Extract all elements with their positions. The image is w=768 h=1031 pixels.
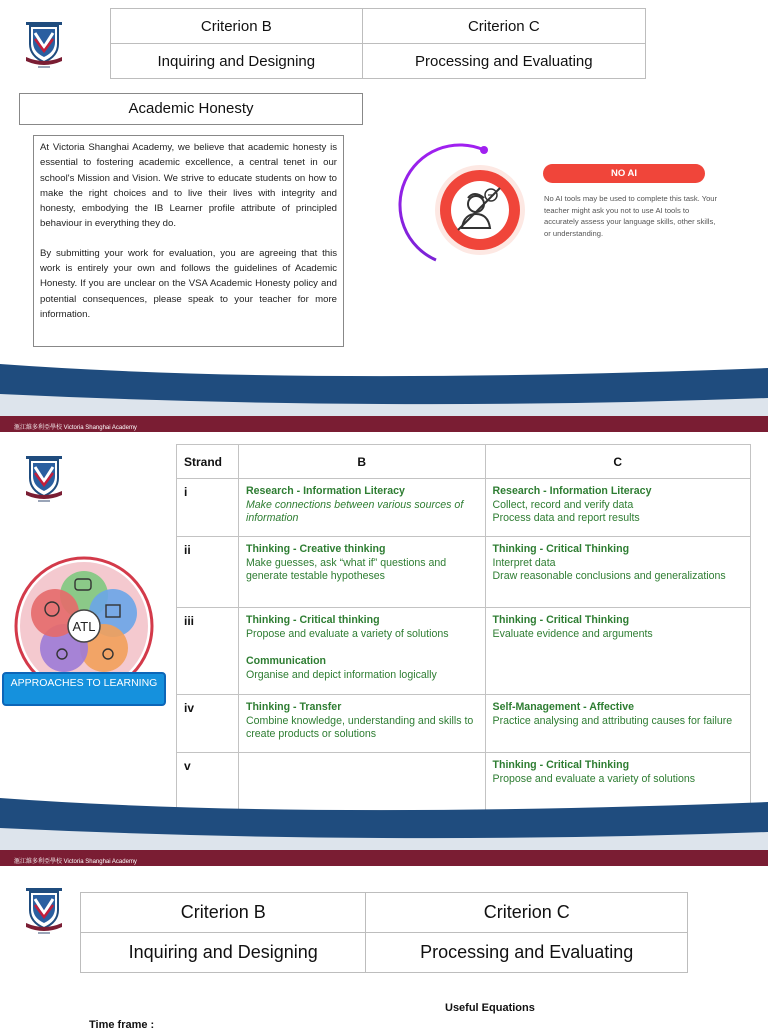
slide-criteria-academic-honesty (0, 0, 768, 432)
atl-skill-text: Collect, record and verify data (492, 498, 634, 511)
table-row (177, 537, 751, 608)
table-row (177, 608, 751, 695)
school-crest-logo (24, 454, 64, 504)
no-ai-description: No AI tools may be used to complete this task. Your teacher might ask you not to use AI tools to accurately assess your language skills, other skills, or understanding. (544, 194, 718, 238)
academic-honesty-paragraph-2: By submitting your work for evaluation, you are agreeing that this work is entirely your own and follows the guidelines of Academic Honesty. If you are unclear on the VSA Academic Honesty policy and potential consequences, please speak to your teacher for more information. (40, 247, 337, 320)
atl-skill-heading: Thinking - Transfer (245, 701, 342, 713)
atl-skill-text: Make connections between various sources of information (245, 498, 464, 525)
atl-skill-heading: Thinking - Creative thinking (245, 543, 386, 555)
atl-skill-heading: Thinking - Critical Thinking (492, 614, 630, 626)
strand-c-cell (485, 479, 750, 537)
atl-skill-heading: Thinking - Critical Thinking (492, 759, 630, 771)
criterion-b-name: Inquiring and Designing (81, 933, 366, 973)
atl-skill-text: Organise and depict information logically (245, 668, 437, 681)
strand-number: i (177, 479, 239, 537)
academic-honesty-paragraph-1: At Victoria Shanghai Academy, we believe that academic honesty is essential to fostering academic excellence, a central tenet in our school's Mission and Vision. We strive to educate students on how to make the right choices and to live their lives with integrity and honesty, embodying the IB Learner profile attribute of principled behaviour in everything they do. (40, 142, 337, 230)
atl-skill-heading: Thinking - Critical thinking (245, 614, 380, 626)
criterion-b-title: Criterion B (81, 893, 366, 933)
criterion-c-name: Processing and Evaluating (362, 44, 645, 79)
criterion-c-title: Criterion C (366, 893, 688, 933)
atl-skill-text: Draw reasonable conclusions and generalizations (492, 570, 726, 583)
atl-skill-heading: Thinking - Critical Thinking (492, 543, 630, 555)
strand-table-header-row (177, 445, 751, 479)
criterion-c-name: Processing and Evaluating (366, 933, 688, 973)
atl-skill-text: Interpret data (492, 556, 556, 569)
atl-skill-text: Propose and evaluate a variety of solutions (245, 627, 449, 640)
strand-c-cell (485, 608, 750, 695)
table-row (177, 479, 751, 537)
strand-number: iii (177, 608, 239, 695)
atl-center-text: ATL (72, 619, 96, 634)
strand-b-cell (238, 537, 485, 608)
strand-number: ii (177, 537, 239, 608)
atl-skill-text: Process data and report results (492, 512, 640, 525)
footer-school-name: 滙江維多利亞學校 Victoria Shanghai Academy (14, 425, 137, 431)
strand-b-cell (238, 608, 485, 695)
slide-criteria-equations (0, 868, 768, 1031)
criteria-header-table (80, 892, 688, 973)
strand-number: v (177, 753, 239, 811)
atl-skill-text: Make guesses, ask “what if” questions and generate testable hypotheses (245, 556, 447, 583)
strand-c-cell (485, 537, 750, 608)
strand-table (176, 444, 751, 811)
strand-b-cell (238, 695, 485, 753)
criterion-b-title: Criterion B (111, 9, 363, 44)
criterion-b-name: Inquiring and Designing (111, 44, 363, 79)
academic-honesty-text (33, 135, 344, 347)
atl-skill-text: Evaluate evidence and arguments (492, 627, 653, 640)
atl-skill-heading: Research - Information Literacy (492, 485, 652, 497)
strand-number: iv (177, 695, 239, 753)
header-strand: Strand (177, 445, 239, 479)
footer-school-name: 滙江維多利亞學校 Victoria Shanghai Academy (14, 859, 137, 865)
header-c: C (485, 445, 750, 479)
time-frame-label: Time frame : (89, 1019, 155, 1031)
useful-equations-heading: Useful Equations (445, 1002, 535, 1014)
atl-skill-heading: Communication (245, 655, 327, 668)
atl-skill-text: Propose and evaluate a variety of solutions (492, 772, 696, 785)
atl-skill-heading: Research - Information Literacy (245, 485, 405, 497)
no-ai-badge: NO AI (543, 164, 705, 183)
school-crest-logo (24, 20, 64, 70)
no-ai-icon (408, 140, 538, 270)
atl-skill-heading: Self-Management - Affective (492, 701, 634, 713)
school-crest-logo (24, 886, 64, 936)
academic-honesty-title: Academic Honesty (19, 93, 363, 125)
atl-skill-text: Combine knowledge, understanding and skills to create products or solutions (245, 714, 474, 741)
strand-b-cell (238, 479, 485, 537)
atl-label: APPROACHES TO LEARNING (2, 672, 166, 706)
table-row (177, 695, 751, 753)
slide-strands-atl (0, 434, 768, 866)
atl-skill-text: Practice analysing and attributing causes for failure (492, 714, 733, 727)
criteria-header-table (110, 8, 646, 79)
criterion-c-title: Criterion C (362, 9, 645, 44)
header-b: B (238, 445, 485, 479)
strand-c-cell (485, 695, 750, 753)
